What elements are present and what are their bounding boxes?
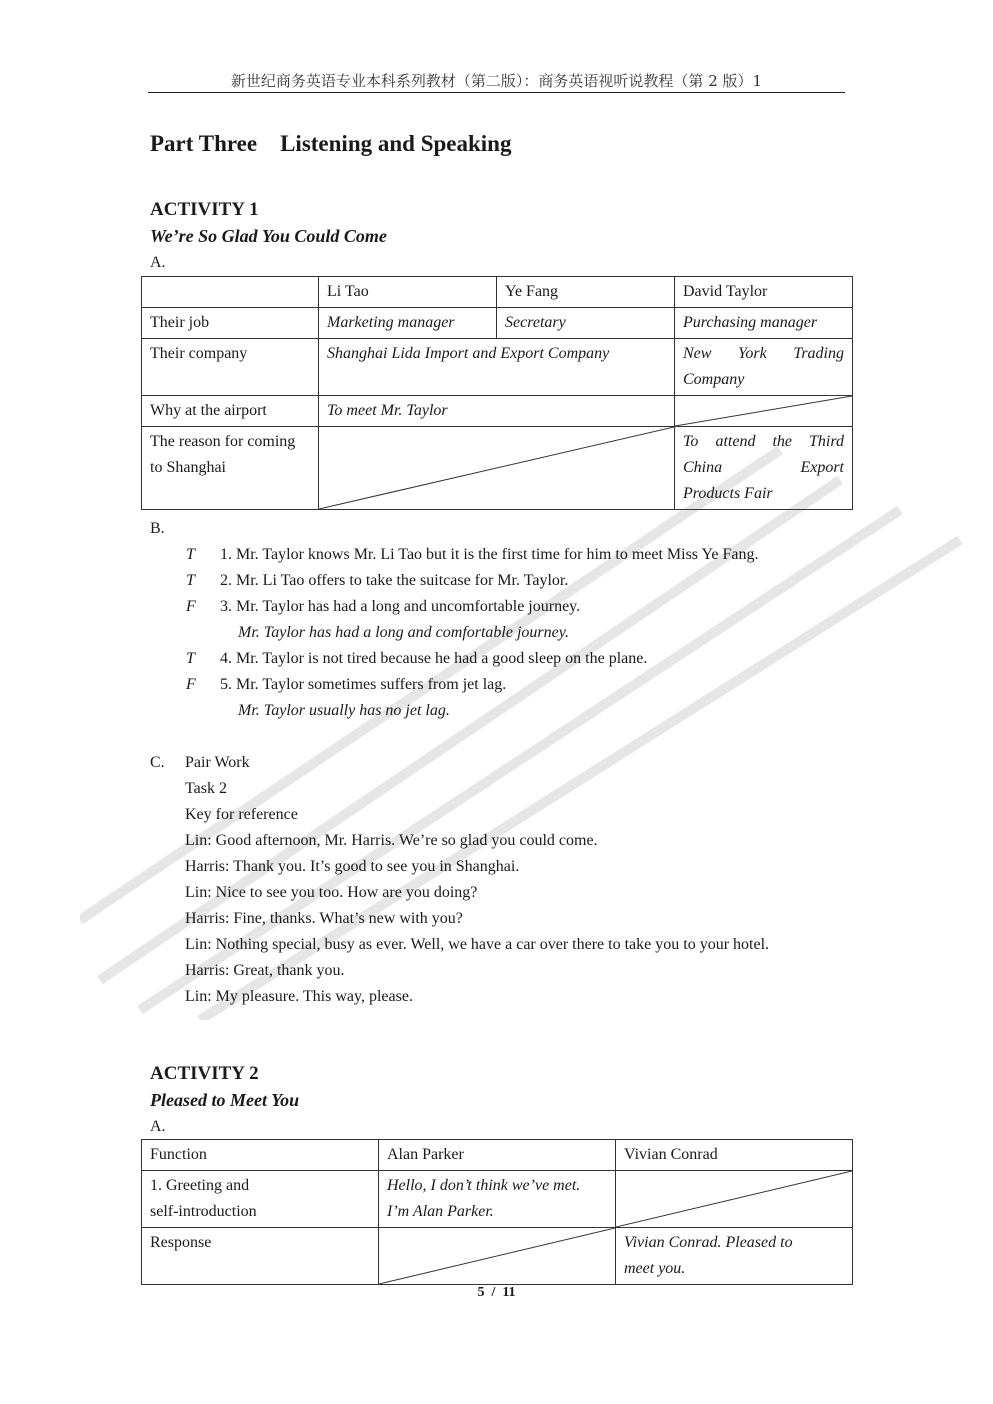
table-header-vivian-conrad: Vivian Conrad <box>616 1140 853 1171</box>
tf-statement: 5. Mr. Taylor sometimes suffers from jet lag. <box>220 676 507 693</box>
row-label-reason-line2: to Shanghai <box>150 459 226 476</box>
row-label-company: Their company <box>142 339 319 396</box>
cell-reason-line3: Products Fair <box>683 485 773 502</box>
row-label-reason-line1: The reason for coming <box>150 433 296 450</box>
table-row <box>142 1140 853 1171</box>
tf-correction: Mr. Taylor usually has no jet lag. <box>238 702 450 719</box>
tf-statement: 1. Mr. Taylor knows Mr. Li Tao but it is the first time for him to meet Miss Ye Fang. <box>220 546 759 563</box>
dialogue-line: Harris: Fine, thanks. What’s new with you? <box>185 910 463 927</box>
cell-alan-greeting-line2: I’m Alan Parker. <box>387 1203 494 1220</box>
cell-alan-response-blank <box>379 1228 616 1285</box>
cell-vivian-greeting-blank <box>616 1171 853 1228</box>
activity1-section-c: C. <box>150 754 165 771</box>
tf-mark: T <box>186 650 195 667</box>
cell-reason-line1: To attend the Third <box>683 433 844 450</box>
table-row <box>142 427 853 510</box>
task-label: Task 2 <box>185 780 227 797</box>
table-header-alan-parker: Alan Parker <box>379 1140 616 1171</box>
table-header-function: Function <box>142 1140 379 1171</box>
tf-mark: T <box>186 546 195 563</box>
page-number: 5 / 11 <box>477 1285 516 1300</box>
tf-statement: 4. Mr. Taylor is not tired because he had a good sleep on the plane. <box>220 650 648 667</box>
cell-job-li: Marketing manager <box>319 308 497 339</box>
cell-vivian-response-line2: meet you. <box>624 1260 686 1277</box>
cell-alan-greeting <box>379 1171 616 1228</box>
cell-airport-david-blank <box>675 396 853 427</box>
row-label-airport: Why at the airport <box>142 396 319 427</box>
table-row <box>142 277 853 308</box>
table-row <box>142 339 853 396</box>
dialogue-line: Lin: My pleasure. This way, please. <box>185 988 413 1005</box>
cell-vivian-response-line1: Vivian Conrad. Pleased to <box>624 1234 793 1251</box>
dialogue-line: Lin: Good afternoon, Mr. Harris. We’re so glad you could come. <box>185 832 598 849</box>
cell-vivian-response <box>616 1228 853 1285</box>
tf-statement: 2. Mr. Li Tao offers to take the suitcase for Mr. Taylor. <box>220 572 569 589</box>
activity2-subtitle: Pleased to Meet You <box>150 1090 300 1110</box>
table-cell-empty <box>142 277 319 308</box>
activity2-title: ACTIVITY 2 <box>150 1063 259 1084</box>
cell-airport-answer: To meet Mr. Taylor <box>319 396 675 427</box>
header-rule <box>148 92 845 93</box>
row-label-greeting-line2: self-introduction <box>150 1203 257 1220</box>
row-label-greeting <box>142 1171 379 1228</box>
cell-company-shanghai: Shanghai Lida Import and Export Company <box>319 339 675 396</box>
table-row <box>142 396 853 427</box>
table-row <box>142 308 853 339</box>
diagonal-line <box>675 396 852 426</box>
diagonal-line <box>319 427 674 509</box>
activity1-table <box>141 276 853 510</box>
cell-company-ny-line2: Company <box>683 371 745 388</box>
row-label-reason <box>142 427 319 510</box>
activity1-title: ACTIVITY 1 <box>150 199 259 220</box>
cell-job-david: Purchasing manager <box>675 308 853 339</box>
tf-mark: F <box>186 676 196 693</box>
running-header: 新世纪商务英语专业本科系列教材（第二版）：商务英语视听说教程（第 2 版）1 <box>230 72 763 90</box>
table-header-li-tao: Li Tao <box>319 277 497 308</box>
tf-correction: Mr. Taylor has had a long and comfortable journey. <box>238 624 569 641</box>
watermark-graphic <box>80 420 980 1020</box>
pair-work-label: Pair Work <box>185 754 250 771</box>
cell-reason-blank <box>319 427 675 510</box>
diagonal-line <box>616 1171 852 1227</box>
table-row <box>142 1171 853 1228</box>
activity2-table <box>141 1139 853 1285</box>
activity1-subtitle: We’re So Glad You Could Come <box>150 226 387 246</box>
activity1-section-a: A. <box>150 254 166 271</box>
cell-reason-david <box>675 427 853 510</box>
tf-mark: F <box>186 598 196 615</box>
activity1-section-b: B. <box>150 520 165 537</box>
dialogue-line: Lin: Nice to see you too. How are you doing? <box>185 884 478 901</box>
table-header-david-taylor: David Taylor <box>675 277 853 308</box>
cell-company-ny <box>675 339 853 396</box>
row-label-response: Response <box>142 1228 379 1285</box>
table-row <box>142 1228 853 1285</box>
tf-mark: T <box>186 572 195 589</box>
cell-job-ye: Secretary <box>497 308 675 339</box>
diagonal-line <box>379 1228 615 1284</box>
dialogue-line: Lin: Nothing special, busy as ever. Well, we have a car over there to take you to your hotel. <box>185 936 770 953</box>
activity2-section-a: A. <box>150 1118 166 1135</box>
cell-alan-greeting-line1: Hello, I don’t think we’ve met. <box>387 1177 581 1194</box>
row-label-greeting-line1: 1. Greeting and <box>150 1177 250 1194</box>
cell-reason-line2: China Export <box>683 459 844 476</box>
part-title: Part Three Listening and Speaking <box>150 131 512 156</box>
dialogue-line: Harris: Great, thank you. <box>185 962 345 979</box>
row-label-job: Their job <box>142 308 319 339</box>
tf-statement: 3. Mr. Taylor has had a long and uncomfortable journey. <box>220 598 581 615</box>
key-label: Key for reference <box>185 806 298 823</box>
cell-company-ny-line1: New York Trading <box>683 345 844 362</box>
dialogue-line: Harris: Thank you. It’s good to see you in Shanghai. <box>185 858 520 875</box>
table-header-ye-fang: Ye Fang <box>497 277 675 308</box>
